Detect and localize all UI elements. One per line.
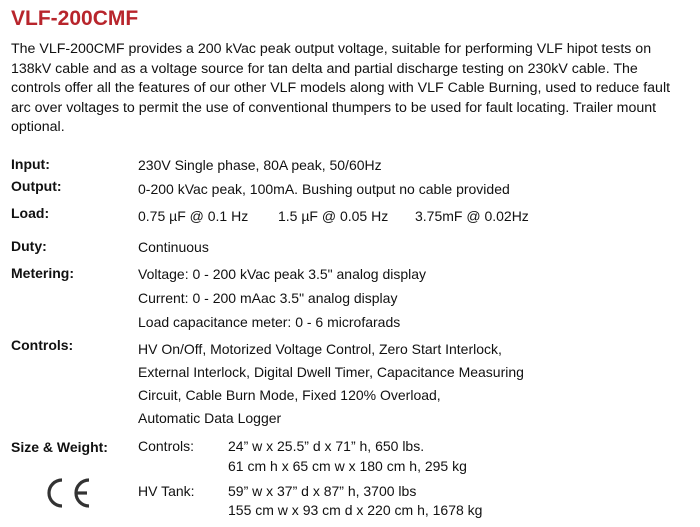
input-value: 230V Single phase, 80A peak, 50/60Hz bbox=[138, 157, 382, 173]
metering-line: Load capacitance meter: 0 - 6 microfarads bbox=[138, 314, 401, 330]
controls-line: HV On/Off, Motorized Voltage Control, Zero Start Interlock, bbox=[138, 341, 502, 357]
load-value-2: 1.5 µF @ 0.05 Hz bbox=[278, 208, 389, 224]
product-description: The VLF-200CMF provides a 200 kVac peak output voltage, suitable for performing VLF hipot tests on 138kV cable and as a voltage source for tan delta and partial discharge testing on 230kV cable. The controls offer all the features of our other VLF models along with VLF Cable Burning, used to reduce fault arc over voltages to permit the use of conventional thumpers to be used for fault locating. Trailer mount optional. bbox=[11, 41, 671, 135]
output-label: Output: bbox=[11, 178, 62, 194]
product-title: VLF-200CMF bbox=[11, 7, 139, 30]
size-hvtank-label: HV Tank: bbox=[138, 483, 195, 499]
size-controls-label: Controls: bbox=[138, 438, 195, 454]
ce-mark-icon bbox=[40, 476, 96, 510]
output-value: 0-200 kVac peak, 100mA. Bushing output no cable provided bbox=[138, 181, 510, 197]
load-value-3: 3.75mF @ 0.02Hz bbox=[415, 208, 529, 224]
duty-label: Duty: bbox=[11, 238, 47, 254]
controls-label: Controls: bbox=[11, 337, 74, 353]
metering-line: Current: 0 - 200 mAac 3.5" analog display bbox=[138, 290, 398, 306]
metering-line: Voltage: 0 - 200 kVac peak 3.5" analog display bbox=[138, 266, 427, 282]
size-controls-line: 61 cm h x 65 cm w x 180 cm h, 295 kg bbox=[228, 458, 467, 474]
duty-value: Continuous bbox=[138, 239, 209, 255]
size-controls-line: 24” w x 25.5” d x 71” h, 650 lbs. bbox=[228, 438, 425, 454]
size-hvtank-line: 59” w x 37” d x 87” h, 3700 lbs bbox=[228, 483, 417, 499]
size-hvtank-line: 155 cm w x 93 cm d x 220 cm h, 1678 kg bbox=[228, 502, 483, 518]
metering-label: Metering: bbox=[11, 265, 74, 281]
controls-line: Automatic Data Logger bbox=[138, 410, 282, 426]
input-label: Input: bbox=[11, 156, 50, 172]
size-weight-label: Size & Weight: bbox=[11, 439, 108, 455]
controls-line: External Interlock, Digital Dwell Timer, Capacitance Measuring bbox=[138, 364, 524, 380]
load-label: Load: bbox=[11, 205, 50, 221]
load-value-1: 0.75 µF @ 0.1 Hz bbox=[138, 208, 249, 224]
controls-line: Circuit, Cable Burn Mode, Fixed 120% Overload, bbox=[138, 387, 441, 403]
